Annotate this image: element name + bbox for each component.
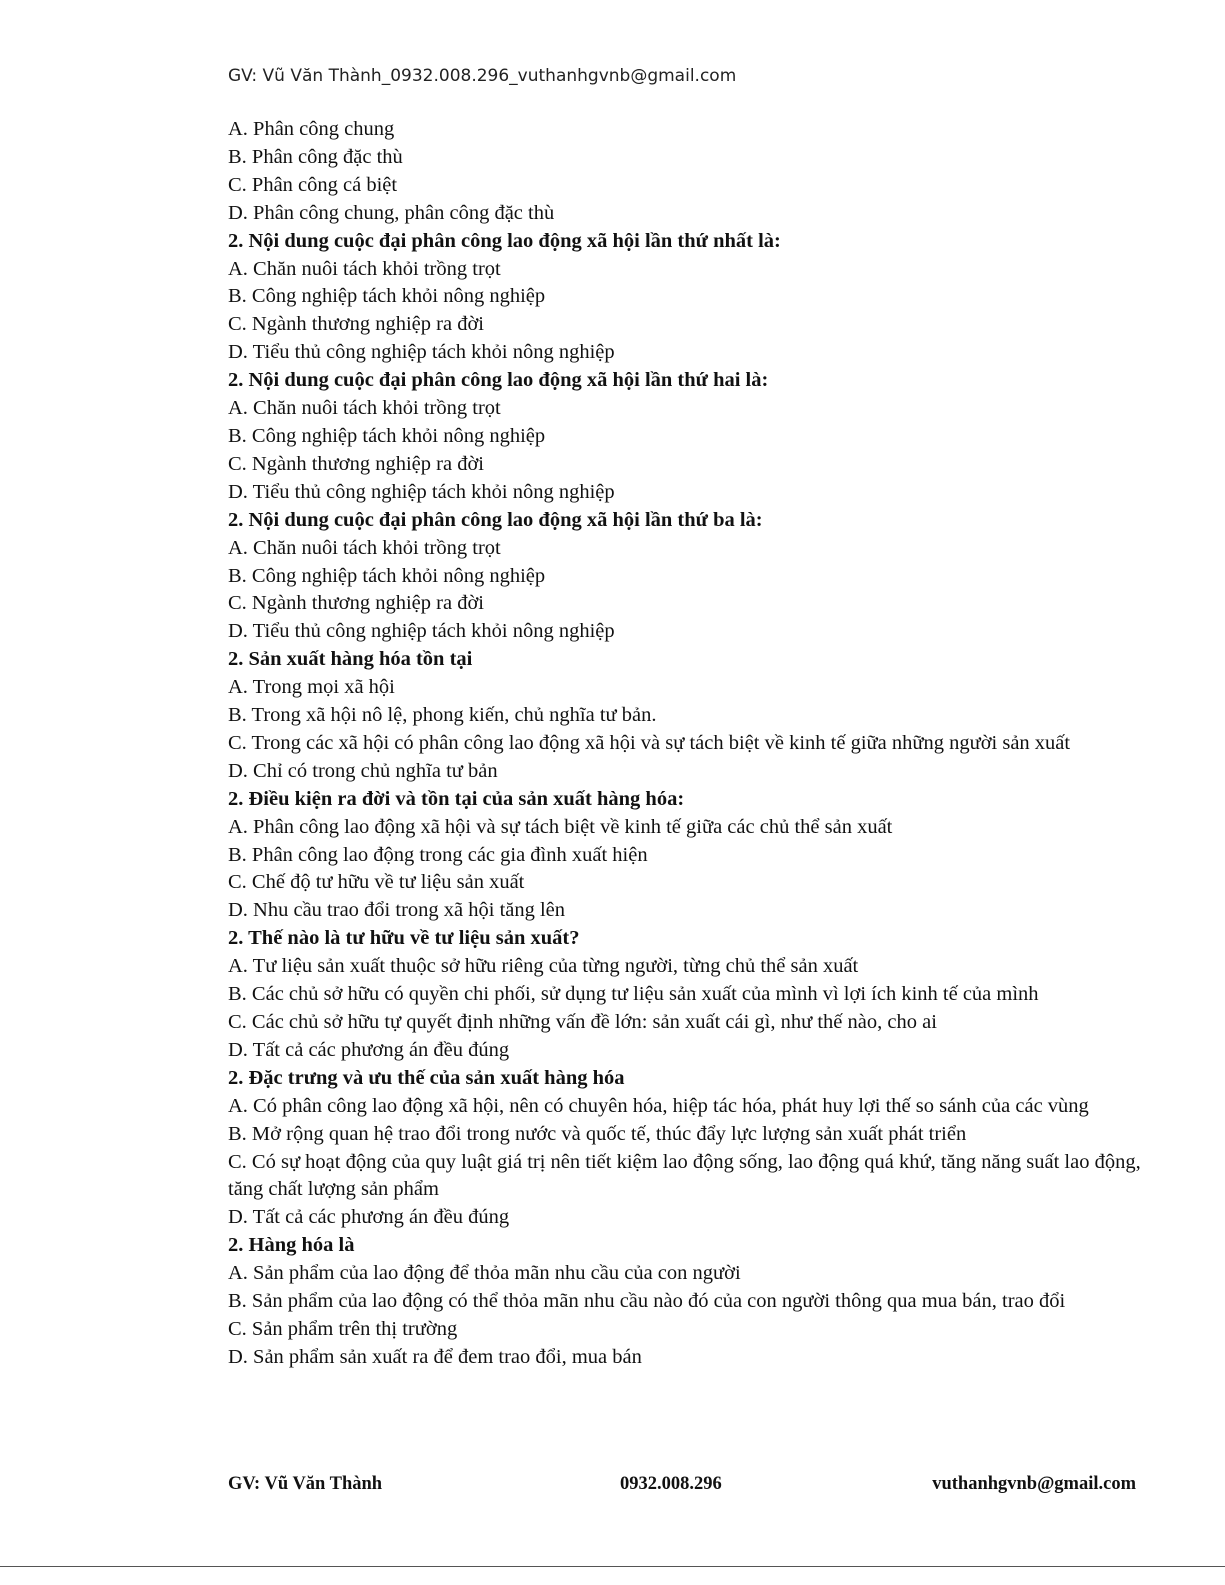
page-header: GV: Vũ Văn Thành_0932.008.296_vuthanhgvnb@gmail.com (228, 66, 737, 86)
answer-option: D. Phân công chung, phân công đặc thù (228, 201, 555, 224)
question-list (228, 116, 1143, 1372)
question-text: 2. Đặc trưng và ưu thế của sản xuất hàng hóa (228, 1066, 625, 1089)
answer-option: C. Ngành thương nghiệp ra đời (228, 452, 484, 475)
answer-option: D. Tiểu thủ công nghiệp tách khỏi nông nghiệp (228, 480, 615, 503)
page-bottom-rule (0, 1566, 1225, 1567)
answer-option: A. Chăn nuôi tách khỏi trồng trọt (228, 257, 501, 280)
answer-option: A. Có phân công lao động xã hội, nên có chuyên hóa, hiệp tác hóa, phát huy lợi thế so sánh của các vùng (228, 1094, 1089, 1117)
answer-option: B. Mở rộng quan hệ trao đổi trong nước và quốc tế, thúc đẩy lực lượng sản xuất phát triển (228, 1122, 967, 1145)
answer-option: C. Ngành thương nghiệp ra đời (228, 592, 484, 615)
answer-option: A. Chăn nuôi tách khỏi trồng trọt (228, 397, 501, 420)
question-text: 2. Điều kiện ra đời và tồn tại của sản xuất hàng hóa: (228, 787, 685, 810)
answer-option: B. Công nghiệp tách khỏi nông nghiệp (228, 564, 546, 587)
answer-option: D. Tất cả các phương án đều đúng (228, 1206, 510, 1229)
answer-option: D. Chỉ có trong chủ nghĩa tư bản (228, 759, 498, 782)
answer-option: A. Phân công chung (228, 118, 395, 140)
answer-option: B. Phân công lao động trong các gia đình xuất hiện (228, 843, 648, 866)
question-text: 2. Nội dung cuộc đại phân công lao động xã hội lần thứ nhất là: (228, 229, 781, 252)
answer-option: C. Trong các xã hội có phân công lao động xã hội và sự tách biệt về kinh tế giữa những người sản xuất (228, 731, 1071, 754)
answer-option: C. Chế độ tư hữu về tư liệu sản xuất (228, 871, 525, 894)
answer-option: C. Phân công cá biệt (228, 173, 398, 196)
answer-option: D. Tất cả các phương án đều đúng (228, 1038, 510, 1061)
question-text: 2. Nội dung cuộc đại phân công lao động xã hội lần thứ hai là: (228, 369, 769, 392)
answer-option: B. Các chủ sở hữu có quyền chi phối, sử dụng tư liệu sản xuất của mình vì lợi ích kinh tế của mình (228, 983, 1039, 1006)
answer-option: A. Chăn nuôi tách khỏi trồng trọt (228, 536, 501, 559)
footer-teacher: GV: Vũ Văn Thành (228, 1474, 383, 1494)
answer-option: A. Tư liệu sản xuất thuộc sở hữu riêng của từng người, từng chủ thể sản xuất (228, 955, 859, 978)
answer-option: D. Tiểu thủ công nghiệp tách khỏi nông nghiệp (228, 620, 615, 643)
answer-option: C. Ngành thương nghiệp ra đời (228, 313, 484, 336)
answer-option: A. Sản phẩm của lao động để thỏa mãn nhu cầu của con người (228, 1262, 741, 1285)
question-text: 2. Sản xuất hàng hóa tồn tại (228, 648, 473, 671)
answer-option: A. Phân công lao động xã hội và sự tách biệt về kinh tế giữa các chủ thể sản xuất (228, 815, 893, 838)
answer-option: C. Có sự hoạt động của quy luật giá trị nên tiết kiệm lao động sống, lao động quá khứ, tăng năng suất lao động, tăng chất lượng sản phẩm (228, 1150, 1141, 1201)
answer-option: C. Sản phẩm trên thị trường (228, 1317, 458, 1340)
answer-option: B. Phân công đặc thù (228, 145, 403, 168)
answer-option: B. Sản phẩm của lao động có thể thỏa mãn nhu cầu nào đó của con người thông qua mua bán, trao đổi (228, 1290, 1066, 1313)
answer-option: B. Công nghiệp tách khỏi nông nghiệp (228, 285, 546, 308)
answer-option: B. Trong xã hội nô lệ, phong kiến, chủ nghĩa tư bản. (228, 704, 657, 727)
footer-email: vuthanhgvnb@gmail.com (932, 1474, 1136, 1494)
answer-option: D. Nhu cầu trao đổi trong xã hội tăng lên (228, 899, 566, 922)
question-text: 2. Hàng hóa là (228, 1234, 355, 1257)
answer-option: A. Trong mọi xã hội (228, 676, 395, 699)
question-text: 2. Thế nào là tư hữu về tư liệu sản xuất? (228, 927, 580, 950)
footer-phone: 0932.008.296 (620, 1474, 722, 1494)
answer-option: C. Các chủ sở hữu tự quyết định những vấn đề lớn: sản xuất cái gì, như thế nào, cho ai (228, 1011, 937, 1033)
question-text: 2. Nội dung cuộc đại phân công lao động xã hội lần thứ ba là: (228, 508, 763, 531)
answer-option: D. Tiểu thủ công nghiệp tách khỏi nông nghiệp (228, 341, 615, 364)
answer-option: D. Sản phẩm sản xuất ra để đem trao đổi, mua bán (228, 1345, 642, 1368)
answer-option: B. Công nghiệp tách khỏi nông nghiệp (228, 424, 546, 447)
